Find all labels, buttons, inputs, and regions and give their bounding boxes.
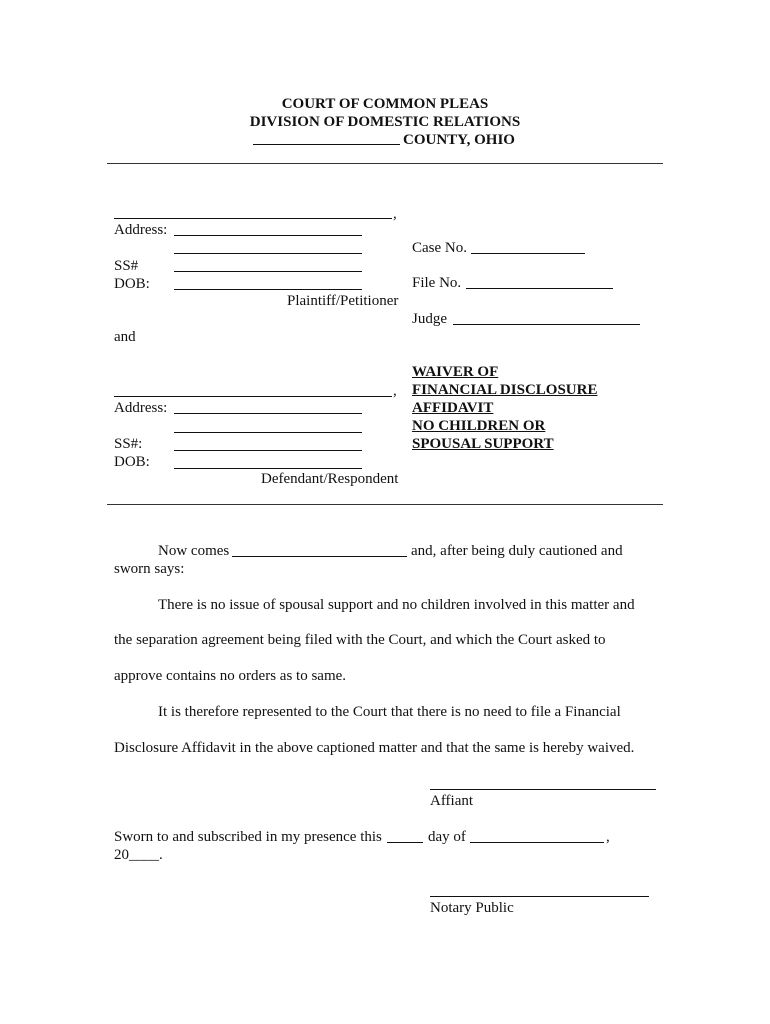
defendant-address-label: Address: bbox=[114, 400, 168, 416]
sworn-prefix: Sworn to and subscribed in my presence this bbox=[114, 829, 382, 845]
affiant-signature-line[interactable] bbox=[430, 789, 656, 790]
defendant-dob-label: DOB: bbox=[114, 454, 150, 470]
plaintiff-address-line-2[interactable] bbox=[174, 253, 362, 254]
defendant-ss-blank[interactable] bbox=[174, 450, 362, 451]
after-cautioned-text: and, after being duly cautioned and bbox=[411, 543, 623, 559]
defendant-dob-blank[interactable] bbox=[174, 468, 362, 469]
title-line-1: WAIVER OF bbox=[412, 364, 499, 380]
defendant-address-line-2[interactable] bbox=[174, 432, 362, 433]
plaintiff-dob-label: DOB: bbox=[114, 276, 150, 292]
plaintiff-role: Plaintiff/Petitioner bbox=[287, 293, 399, 309]
and-connector: and bbox=[114, 329, 136, 345]
day-of-text: day of bbox=[428, 829, 466, 845]
title-line-2: FINANCIAL DISCLOSURE bbox=[412, 382, 598, 398]
month-blank[interactable] bbox=[470, 842, 604, 843]
plaintiff-address-line-1[interactable] bbox=[174, 235, 362, 236]
affiant-name-blank[interactable] bbox=[232, 556, 407, 557]
judge-label: Judge bbox=[412, 311, 447, 327]
day-blank[interactable] bbox=[387, 842, 423, 843]
defendant-role: Defendant/Respondent bbox=[261, 471, 399, 487]
paragraph-2-line-2: Disclosure Affidavit in the above captioned matter and that the same is hereby waived. bbox=[114, 740, 635, 756]
plaintiff-address-label: Address: bbox=[114, 222, 168, 238]
defendant-name-comma: , bbox=[393, 383, 397, 399]
plaintiff-name-blank[interactable] bbox=[114, 218, 392, 219]
paragraph-1-line-3: approve contains no orders as to same. bbox=[114, 668, 347, 684]
notary-signature-line[interactable] bbox=[430, 896, 649, 897]
case-no-label: Case No. bbox=[412, 240, 467, 256]
case-no-blank[interactable] bbox=[471, 253, 585, 254]
sworn-says-text: sworn says: bbox=[114, 561, 185, 577]
date-comma: , bbox=[606, 829, 610, 845]
paragraph-1-line-2: the separation agreement being filed with the Court, and which the Court asked to bbox=[114, 632, 606, 648]
paragraph-1-line-1: There is no issue of spousal support and no children involved in this matter and bbox=[158, 597, 635, 613]
court-division: DIVISION OF DOMESTIC RELATIONS bbox=[249, 114, 521, 130]
now-comes-text: Now comes bbox=[158, 543, 230, 559]
defendant-name-blank[interactable] bbox=[114, 396, 392, 397]
county-state: COUNTY, OHIO bbox=[403, 132, 515, 148]
title-line-5: SPOUSAL SUPPORT bbox=[412, 436, 554, 452]
defendant-address-line-1[interactable] bbox=[174, 413, 362, 414]
year-line: 20____. bbox=[114, 847, 163, 863]
title-line-4: NO CHILDREN OR bbox=[412, 418, 546, 434]
plaintiff-dob-blank[interactable] bbox=[174, 289, 362, 290]
header-divider bbox=[107, 163, 663, 164]
judge-blank[interactable] bbox=[453, 324, 640, 325]
paragraph-2-line-1: It is therefore represented to the Court that there is no need to file a Financial bbox=[158, 704, 621, 720]
court-name: COURT OF COMMON PLEAS bbox=[281, 96, 489, 112]
plaintiff-name-comma: , bbox=[393, 206, 397, 222]
affiant-label: Affiant bbox=[430, 793, 474, 809]
caption-divider bbox=[107, 504, 663, 505]
file-no-blank[interactable] bbox=[466, 288, 613, 289]
plaintiff-ss-blank[interactable] bbox=[174, 271, 362, 272]
notary-label: Notary Public bbox=[430, 900, 514, 916]
title-line-3: AFFIDAVIT bbox=[412, 400, 494, 416]
county-blank[interactable] bbox=[253, 144, 400, 145]
defendant-ss-label: SS#: bbox=[114, 436, 143, 452]
file-no-label: File No. bbox=[412, 275, 462, 291]
plaintiff-ss-label: SS# bbox=[114, 258, 139, 274]
